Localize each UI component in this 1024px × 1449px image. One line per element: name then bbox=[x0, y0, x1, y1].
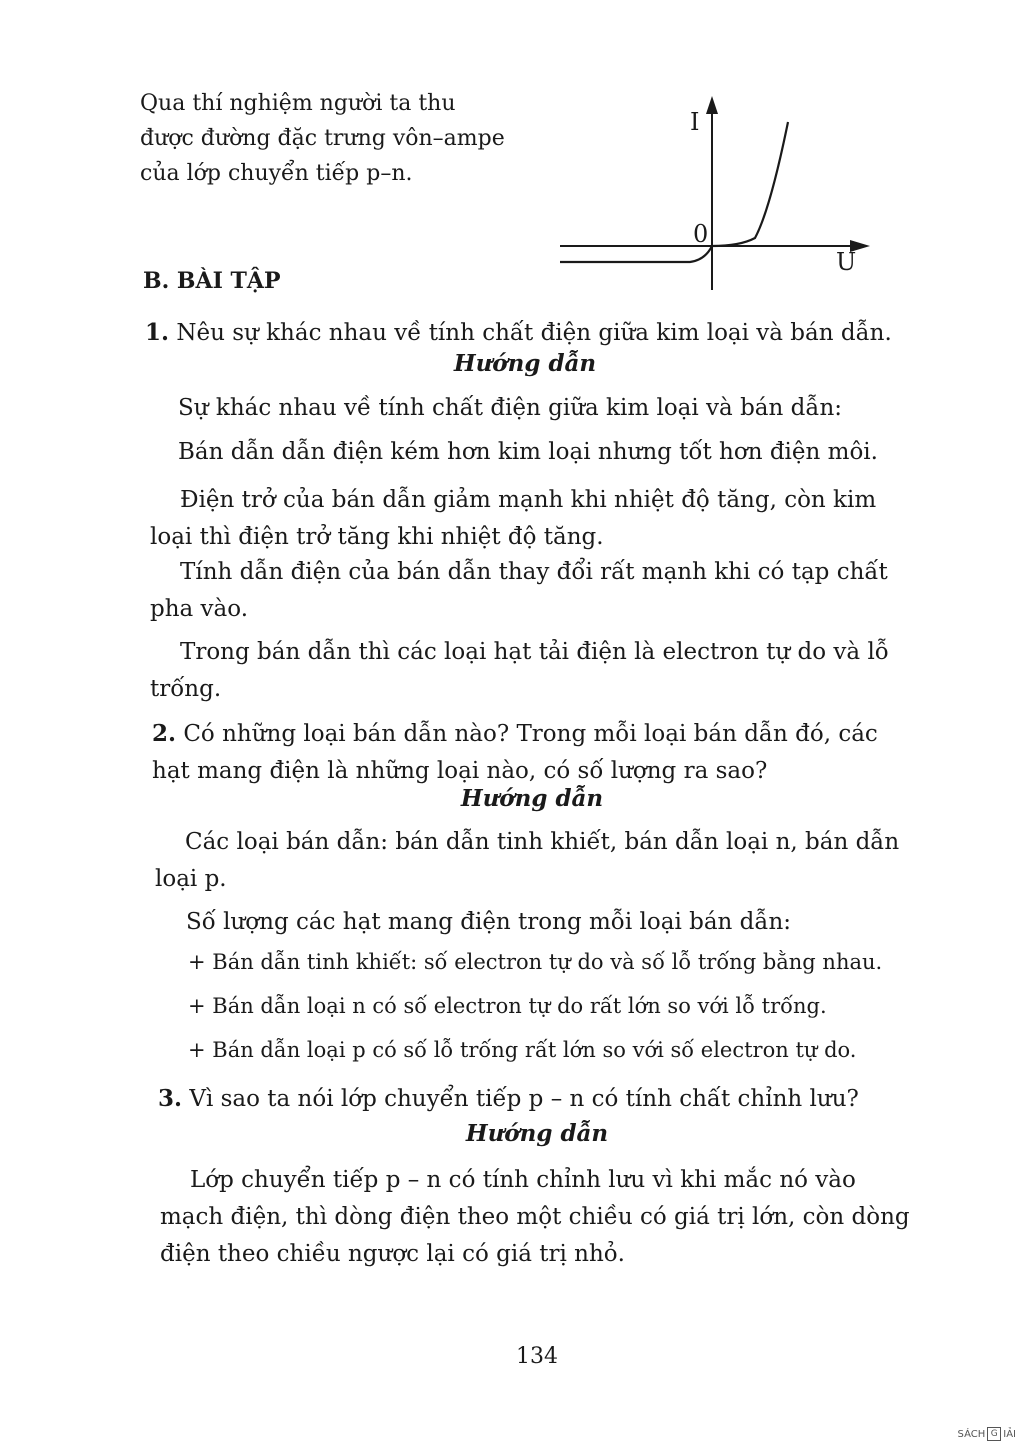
q2-answer-4: + Bán dẫn loại n có số electron tự do rất lớn so với lỗ trống. bbox=[188, 994, 827, 1018]
logo-box: G bbox=[987, 1427, 1001, 1441]
intro-line-2: được đường đặc trưng vôn–ampe bbox=[140, 126, 505, 151]
iv-characteristic-graph bbox=[550, 90, 880, 300]
question-1-number: 1. bbox=[145, 319, 170, 346]
iv-curve bbox=[560, 122, 788, 262]
guide-heading-1: Hướng dẫn bbox=[453, 350, 597, 377]
y-axis-label: I bbox=[690, 108, 700, 136]
question-3-text: Vì sao ta nói lớp chuyển tiếp p – n có tính chất chỉnh lưu? bbox=[189, 1086, 859, 1112]
x-axis-label: U bbox=[836, 248, 857, 276]
q2-answer-3: + Bán dẫn tinh khiết: số electron tự do và số lỗ trống bằng nhau. bbox=[188, 950, 883, 974]
logo-text-right: IẢI bbox=[1003, 1428, 1016, 1440]
question-2-text: Có những loại bán dẫn nào? Trong mỗi loại bán dẫn đó, các hạt mang điện là những loại nào, có số lượng ra sao? bbox=[152, 721, 878, 784]
origin-label: 0 bbox=[693, 220, 709, 248]
intro-line-1: Qua thí nghiệm người ta thu bbox=[140, 91, 456, 116]
q2-answer-1: Các loại bán dẫn: bán dẫn tinh khiết, bán dẫn loại n, bán dẫn loại p. bbox=[155, 829, 900, 892]
q1-answer-5: Trong bán dẫn thì các loại hạt tải điện là electron tự do và lỗ trống. bbox=[150, 639, 889, 702]
q2-answer-5: + Bán dẫn loại p có số lỗ trống rất lớn so với số electron tự do. bbox=[188, 1038, 857, 1062]
q2-answer-2: Số lượng các hạt mang điện trong mỗi loại bán dẫn: bbox=[186, 909, 792, 935]
question-2-number: 2. bbox=[152, 720, 177, 747]
question-1 bbox=[145, 314, 915, 352]
page-number: 134 bbox=[516, 1344, 558, 1369]
site-logo bbox=[958, 1427, 1016, 1441]
y-axis-arrow bbox=[706, 96, 718, 114]
question-3-number: 3. bbox=[158, 1085, 183, 1112]
question-1-text: Nêu sự khác nhau về tính chất điện giữa kim loại và bán dẫn. bbox=[176, 320, 892, 346]
logo-text-left: SÁCH bbox=[957, 1428, 986, 1440]
intro-line-3: của lớp chuyển tiếp p–n. bbox=[140, 161, 413, 186]
q1-answer-4: Tính dẫn điện của bán dẫn thay đổi rất mạnh khi có tạp chất pha vào. bbox=[150, 559, 888, 622]
q1-answer-2: Bán dẫn dẫn điện kém hơn kim loại nhưng tốt hơn điện môi. bbox=[178, 439, 878, 465]
question-2 bbox=[152, 715, 912, 790]
guide-heading-2: Hướng dẫn bbox=[460, 785, 604, 812]
section-title: B. BÀI TẬP bbox=[143, 268, 281, 294]
q1-answer-1: Sự khác nhau về tính chất điện giữa kim loại và bán dẫn: bbox=[178, 395, 843, 421]
q3-answer-1: Lớp chuyển tiếp p – n có tính chỉnh lưu vì khi mắc nó vào mạch điện, thì dòng điện theo một chiều có giá trị lớn, còn dòng điện theo chiều ngược lại có giá trị nhỏ. bbox=[160, 1167, 910, 1267]
guide-heading-3: Hướng dẫn bbox=[465, 1120, 609, 1147]
intro-paragraph bbox=[140, 86, 540, 191]
question-3 bbox=[158, 1080, 918, 1118]
q1-answer-3: Điện trở của bán dẫn giảm mạnh khi nhiệt độ tăng, còn kim loại thì điện trở tăng khi nhiệt độ tăng. bbox=[150, 487, 877, 550]
